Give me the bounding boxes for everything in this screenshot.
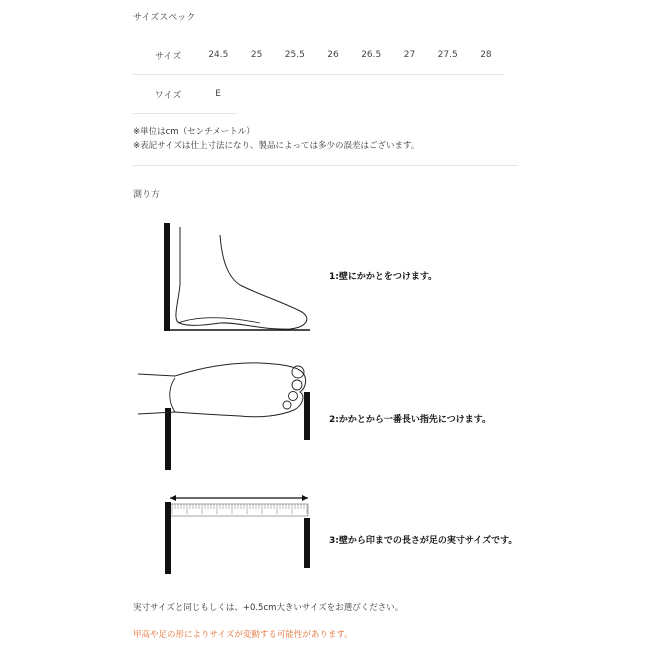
measure-title: 測り方 [133, 190, 161, 200]
size-cell: 24.5 [208, 50, 229, 60]
size-cell: 28 [480, 50, 492, 60]
width-row-label: ワイズ [154, 90, 182, 101]
step3-ruler-illustration [130, 488, 320, 578]
size-cell: 26 [327, 50, 339, 60]
size-row-label: サイズ [154, 51, 182, 62]
step-1-text: 1:壁にかかとをつけます。 [329, 272, 438, 282]
width-cell: E [215, 89, 221, 99]
size-cell: 26.5 [361, 50, 382, 60]
size-spec-title: サイズスペック [133, 13, 196, 23]
width-row [133, 75, 237, 114]
step-3-text: 3:壁から印までの長さが足の実寸サイズです。 [329, 536, 518, 546]
divider [133, 165, 518, 166]
size-cell: 25 [250, 50, 263, 60]
size-cell: 27 [403, 50, 416, 60]
advice-text: 実寸サイズと同じもしくは、+0.5cm大きいサイズをお選びください。 [133, 603, 404, 613]
size-cell: 25.5 [284, 50, 305, 60]
step2-foot-illustration [130, 358, 320, 473]
step-2-text: 2:かかとから一番長い指先につけます。 [329, 415, 491, 425]
note-tolerance: ※表記サイズは仕上寸法になり、製品によっては多少の誤差はございます。 [133, 141, 420, 151]
warning-text: 甲高や足の形によりサイズが変動する可能性があります。 [133, 630, 353, 640]
notes [133, 125, 419, 153]
step1-foot-illustration [130, 215, 320, 340]
size-cell: 27.5 [437, 50, 458, 60]
size-row [133, 36, 505, 75]
note-unit: ※単位はcm（センチメートル） [133, 127, 255, 137]
